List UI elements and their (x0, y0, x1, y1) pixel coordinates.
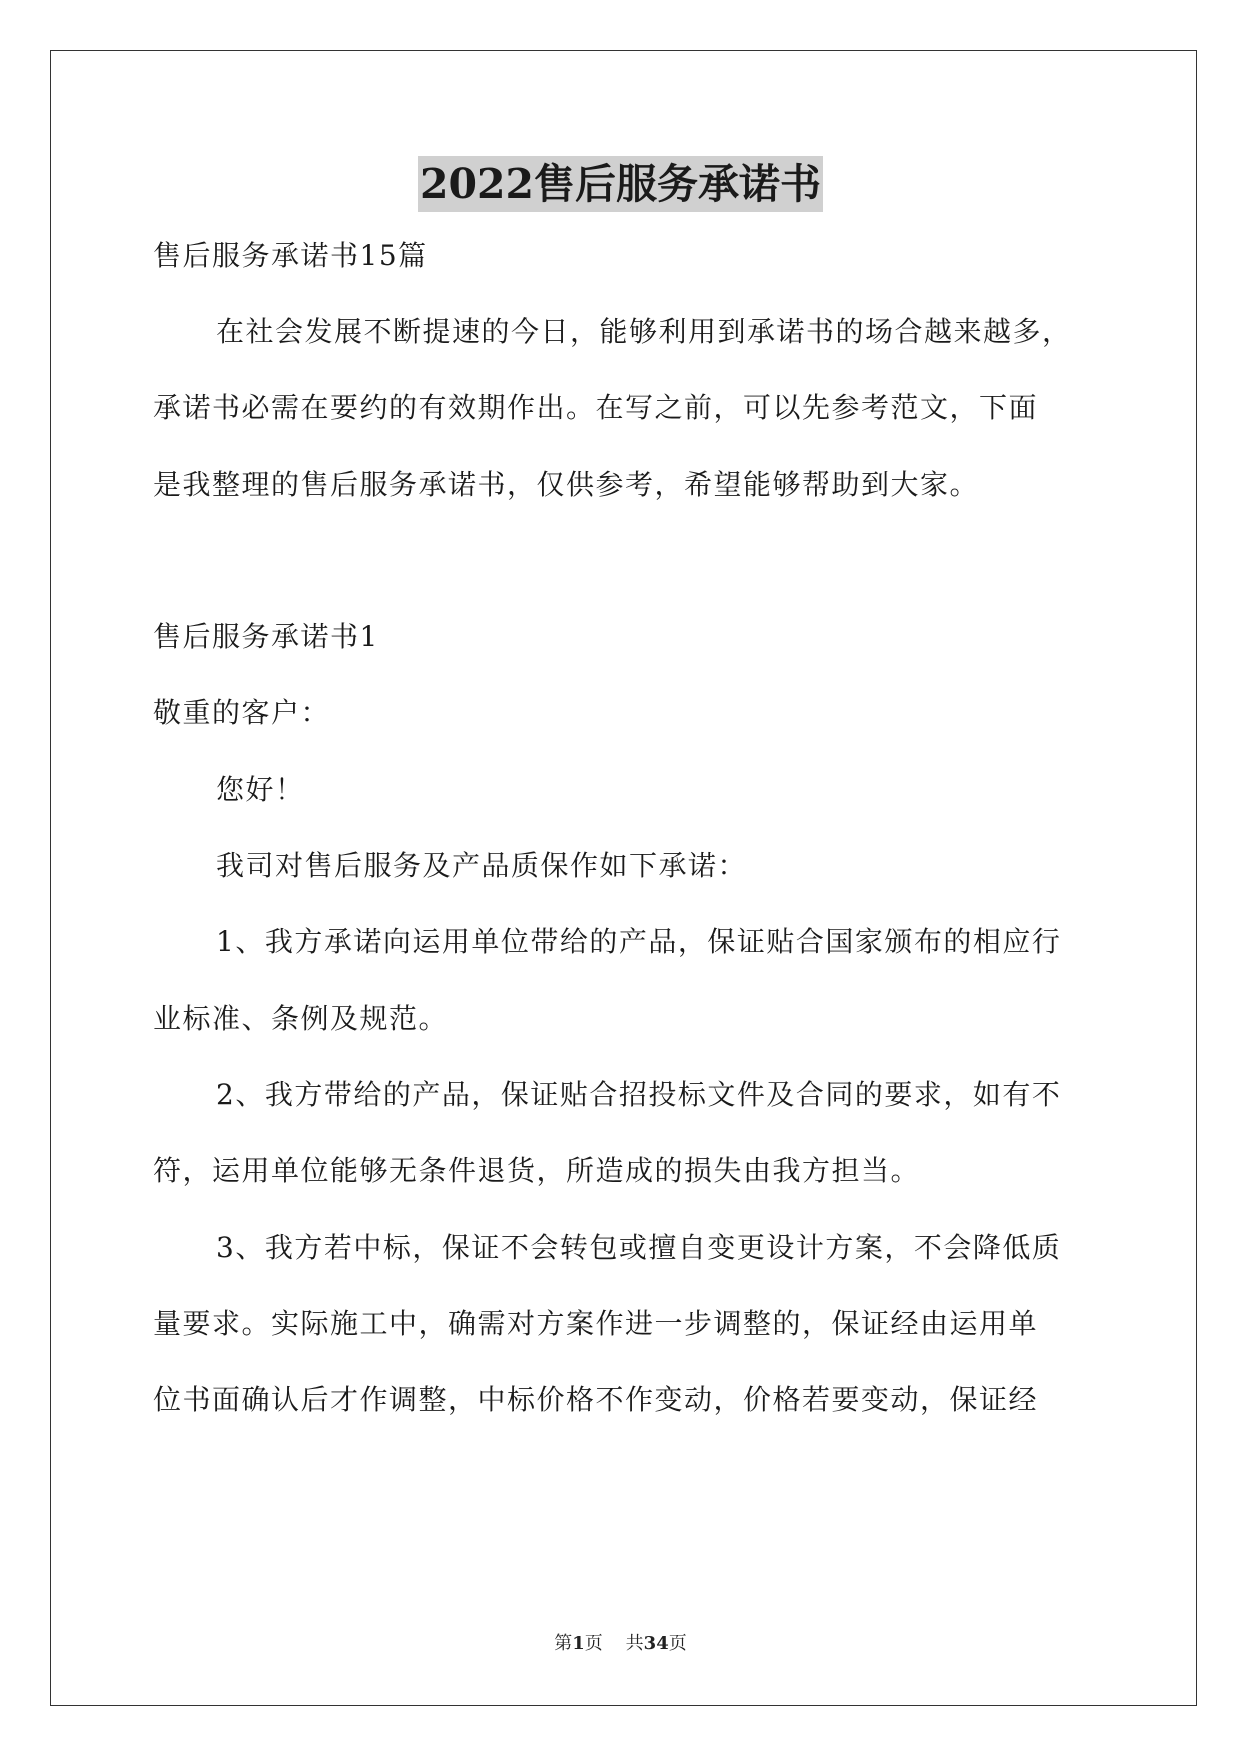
footer-page-number: 1 (572, 1633, 585, 1654)
greeting: 您好！ (216, 773, 305, 806)
item-3-line-3: 位书面确认后才作调整，中标价格不作变动，价格若要变动，保证经 (153, 1383, 1039, 1416)
intro-line-2: 承诺书必需在要约的有效期作出。在写之前，可以先参考范文，下面 (153, 391, 1039, 424)
section-heading: 售后服务承诺书1 (153, 620, 379, 653)
document-title: 2022售后服务承诺书 (418, 156, 823, 212)
footer-prefix: 第 (554, 1633, 573, 1654)
item-1-line-2: 业标准、条例及规范。 (153, 1002, 449, 1035)
commitment-intro: 我司对售后服务及产品质保作如下承诺： (216, 849, 748, 882)
page-footer (0, 1632, 1241, 1656)
intro-line-1: 在社会发展不断提速的今日，能够利用到承诺书的场合越来越多， (216, 315, 1072, 348)
subtitle-line: 售后服务承诺书15篇 (153, 239, 428, 272)
footer-suffix: 页 (668, 1633, 687, 1654)
intro-line-3: 是我整理的售后服务承诺书，仅供参考，希望能够帮助到大家。 (153, 468, 980, 501)
item-2-line-1: 2、我方带给的产品，保证贴合招投标文件及合同的要求，如有不 (216, 1078, 1062, 1111)
item-1-line-1: 1、我方承诺向运用单位带给的产品，保证贴合国家颁布的相应行 (216, 925, 1062, 958)
salutation: 敬重的客户： (153, 696, 331, 729)
title-wrap (0, 156, 1241, 212)
item-2-line-2: 符，运用单位能够无条件退货，所造成的损失由我方担当。 (153, 1154, 921, 1187)
footer-middle: 页 共 (584, 1633, 644, 1654)
footer-total-pages: 34 (643, 1633, 669, 1654)
item-3-line-2: 量要求。实际施工中，确需对方案作进一步调整的，保证经由运用单 (153, 1307, 1039, 1340)
item-3-line-1: 3、我方若中标，保证不会转包或擅自变更设计方案，不会降低质 (216, 1231, 1062, 1264)
